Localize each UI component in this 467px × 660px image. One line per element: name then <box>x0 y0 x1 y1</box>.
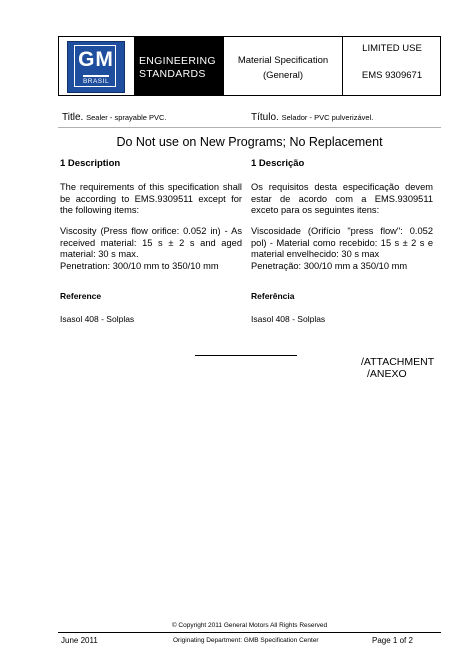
gm-logo <box>67 41 125 93</box>
usage-notice: Do Not use on New Programs; No Replacement <box>116 135 383 149</box>
ems-number: EMS 9309671 <box>361 70 423 81</box>
gm-logo-subtext: BRASIL <box>82 78 110 85</box>
description-para1-pt: Os requisitos desta especificação devem estar de acordo com a EMS.9309511 exceto para os seguintes itens: <box>251 182 433 215</box>
limited-use-label: LIMITED USE <box>362 43 422 54</box>
description-para2-en: Viscosity (Press flow orifice: 0.052 in) - As received material: 15 s ± 2 s and aged material: 30 s max. <box>60 226 242 259</box>
spec-type-subtitle: (General) <box>262 70 304 81</box>
description-para2-pt: Viscosidade (Orifício "press flow": 0.052 pol) - Material como recebido: 15 s ± 2 s e material envelhecido: 30 s max <box>251 226 433 259</box>
title-portuguese <box>251 112 373 123</box>
description-para3-en: Penetration: 300/10 mm to 350/10 mm <box>60 261 219 271</box>
standards-label: STANDARDS <box>139 68 206 80</box>
title-value-en: Sealer - sprayable PVC. <box>86 113 167 122</box>
document-header <box>58 36 441 96</box>
description-heading-pt: 1 Descrição <box>251 158 305 169</box>
title-label-en: Title. <box>62 112 84 123</box>
engineering-standards-cell <box>134 37 223 95</box>
description-para3-pt: Penetração: 300/10 mm a 350/10 mm <box>251 261 408 271</box>
spec-type-label: Material Specification <box>237 55 329 66</box>
gm-logo-frame <box>74 45 116 87</box>
reference-heading-en: Reference <box>60 291 102 301</box>
gm-logo-text: GM <box>78 48 114 71</box>
logo-cell <box>59 37 131 95</box>
footer-page-number: Page 1 of 2 <box>372 636 413 645</box>
engineering-label: ENGINEERING <box>139 55 216 67</box>
copyright-notice: © Copyright 2011 General Motors All Rights Reserved <box>171 622 328 629</box>
footer-department: Originating Department: GMB Specification Center <box>173 637 319 644</box>
footer-divider <box>58 632 441 633</box>
description-para1-en: The requirements of this specification shall be according to EMS.9309511 except for the following items: <box>60 182 242 215</box>
reference-heading-pt: Referência <box>251 291 295 301</box>
footer-date: June 2011 <box>61 636 98 645</box>
reference-text-en: Isasol 408 - Solplas <box>60 314 135 324</box>
engineering-standards-label <box>139 55 216 81</box>
spec-type-cell <box>223 37 343 95</box>
attachment-signature-line <box>195 355 297 356</box>
title-label-pt: Título. <box>251 112 279 123</box>
reference-text-pt: Isasol 408 - Solplas <box>251 314 326 324</box>
gm-logo-underline <box>83 75 109 77</box>
attachment-label-pt: /ANEXO <box>367 368 407 380</box>
title-divider <box>58 127 441 128</box>
title-value-pt: Selador - PVC pulverizável. <box>281 113 374 122</box>
description-heading-en: 1 Description <box>60 158 121 169</box>
title-english <box>62 112 167 123</box>
attachment-label-en: /ATTACHMENT <box>361 356 435 368</box>
